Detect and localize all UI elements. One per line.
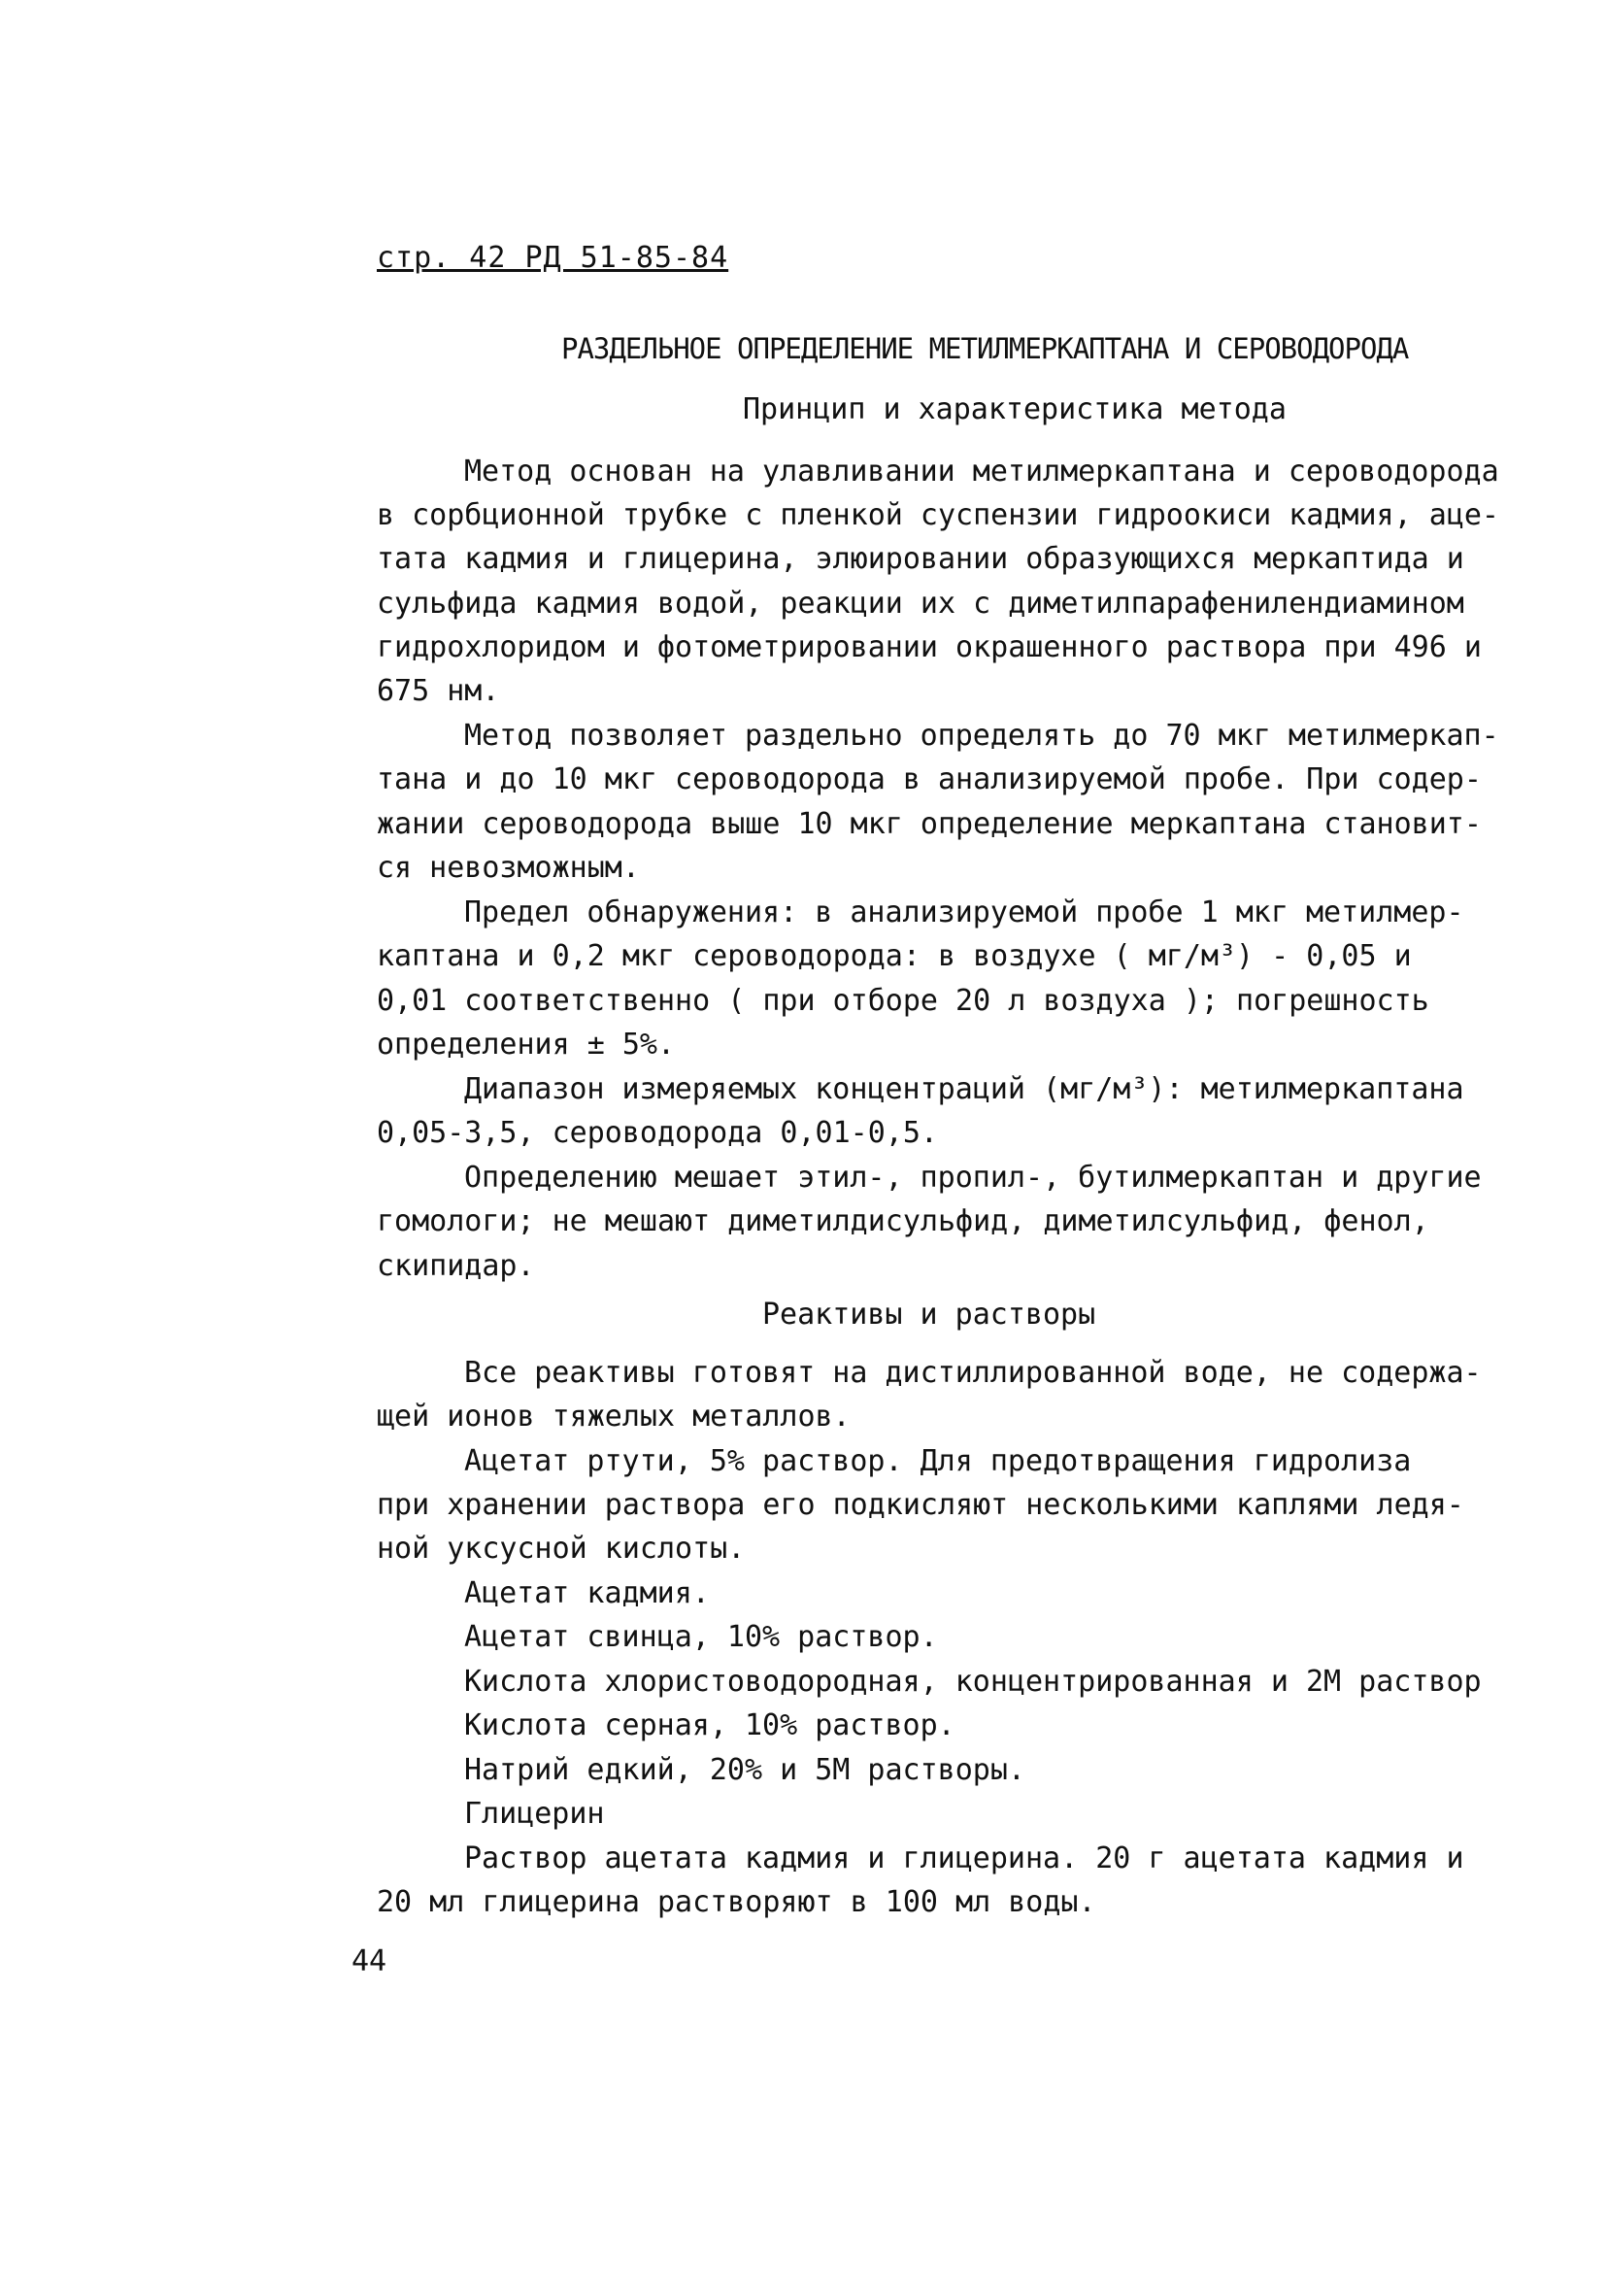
text-line: Глицерин	[464, 1797, 605, 1831]
text-line: ной уксусной кислоты.	[377, 1532, 746, 1566]
text-line: ся невозможным.	[377, 851, 640, 885]
text-line: Диапазон измеряемых концентраций (мг/м³): метилмеркаптана	[464, 1072, 1464, 1106]
text-line: тата кадмия и глицерина, элюировании образующихся меркаптида и	[377, 542, 1464, 576]
text-line: Кислота серная, 10% раствор.	[464, 1708, 955, 1742]
section-title: РАЗДЕЛЬНОЕ ОПРЕДЕЛЕНИЕ МЕТИЛМЕРКАПТАНА И СЕРОВОДОРОДА	[561, 332, 1409, 365]
text-line: Метод позволяет раздельно определять до 70 мкг метилмеркап-	[464, 719, 1499, 753]
text-line: 0,05-3,5, сероводорода 0,01-0,5.	[377, 1116, 938, 1150]
text-line: скипидар.	[377, 1249, 535, 1283]
section-subtitle: Принцип и характеристика метода	[743, 392, 1287, 426]
page-number: 44	[352, 1944, 387, 1978]
text-line: определения ± 5%.	[377, 1028, 676, 1062]
text-line: Определению мешает этил-, пропил-, бутилмеркаптан и другие	[464, 1161, 1482, 1195]
document-header: стр. 42 РД 51-85-84	[377, 241, 729, 275]
text-line: тана и до 10 мкг сероводорода в анализируемой пробе. При содер-	[377, 762, 1482, 796]
text-line: Все реактивы готовят на дистиллированной воде, не содержа-	[464, 1356, 1482, 1390]
text-line: сульфида кадмия водой, реакции их с диметилпарафенилендиамином	[377, 587, 1464, 621]
text-line: каптана и 0,2 мкг сероводорода: в воздухе ( мг/м³) - 0,05 и	[377, 939, 1412, 973]
text-line: Раствор ацетата кадмия и глицерина. 20 г ацетата кадмия и	[464, 1841, 1464, 1875]
text-line: Ацетат свинца, 10% раствор.	[464, 1620, 938, 1654]
text-line: 0,01 соответственно ( при отборе 20 л воздуха ); погрешность	[377, 984, 1429, 1018]
reagents-heading: Реактивы и растворы	[762, 1298, 1096, 1332]
text-line: при хранении раствора его подкисляют несколькими каплями ледя-	[377, 1488, 1464, 1522]
text-line: жании сероводорода выше 10 мкг определение меркаптана становит-	[377, 807, 1482, 841]
text-line: Предел обнаружения: в анализируемой пробе 1 мкг метилмер-	[464, 895, 1464, 929]
text-line: Метод основан на улавливании метилмеркаптана и сероводорода	[464, 455, 1499, 489]
text-line: 675 нм.	[377, 674, 500, 708]
text-line: щей ионов тяжелых металлов.	[377, 1400, 851, 1434]
text-line: Кислота хлористоводородная, концентрированная и 2М раствор	[464, 1665, 1482, 1699]
text-line: Ацетат ртути, 5% раствор. Для предотвращения гидролиза	[464, 1444, 1412, 1478]
text-line: гидрохлоридом и фотометрировании окрашенного раствора при 496 и	[377, 630, 1482, 664]
text-line: 20 мл глицерина растворяют в 100 мл воды.	[377, 1885, 1096, 1919]
text-line: в сорбционной трубке с пленкой суспензии гидроокиси кадмия, аце-	[377, 498, 1499, 532]
text-line: Ацетат кадмия.	[464, 1576, 710, 1610]
text-line: гомологи; не мешают диметилдисульфид, диметилсульфид, фенол,	[377, 1204, 1429, 1238]
text-line: Натрий едкий, 20% и 5М растворы.	[464, 1753, 1025, 1787]
